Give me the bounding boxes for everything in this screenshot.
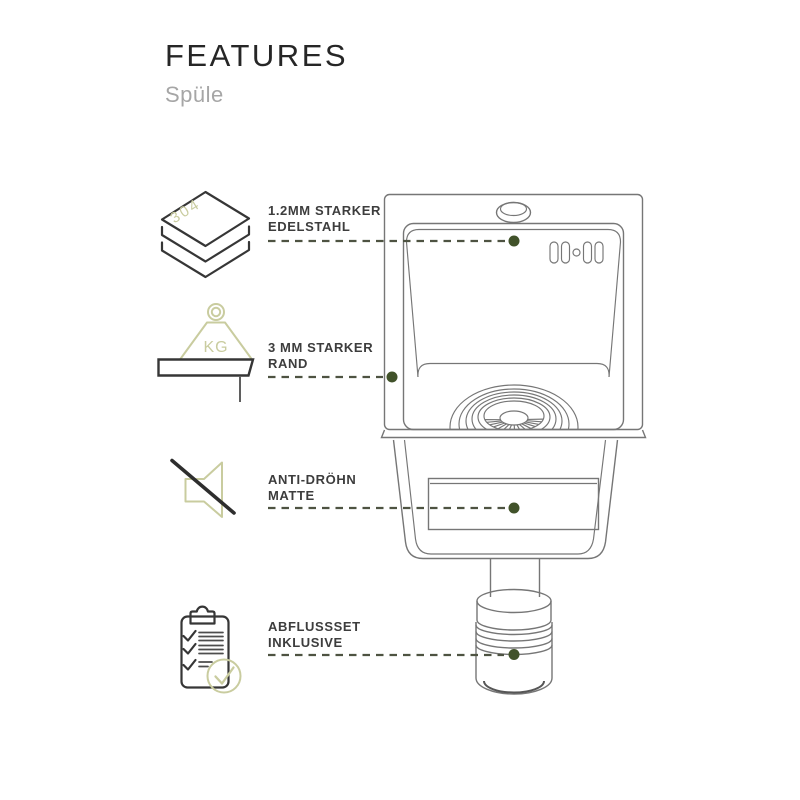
steel-grade-text: 304 (167, 195, 204, 228)
page-subtitle: Spüle (165, 82, 224, 107)
faucet-hole (497, 203, 531, 223)
weight-kg-text: KG (203, 339, 229, 356)
sink-diagram (382, 195, 646, 695)
callout-matte (268, 503, 520, 514)
steel-layers-icon (162, 192, 249, 277)
drain-strainer (450, 385, 578, 469)
feature-label-line: MATTE (268, 487, 315, 503)
callout-rand (268, 372, 398, 383)
feature-label-line: ANTI-DRÖHN (268, 472, 357, 487)
callout-dot-abfluss (509, 649, 520, 660)
feature-label-line: RAND (268, 355, 308, 371)
feature-label-line: 3 MM STARKER (268, 340, 374, 355)
feature-label-line: 1.2MM STARKER (268, 203, 382, 218)
feature-label-line: INKLUSIVE (268, 634, 343, 650)
sink-underbody (394, 440, 618, 559)
feature-label-line: ABFLUSSSET (268, 619, 361, 634)
sink-basin (404, 224, 624, 430)
callout-dot-rand (387, 372, 398, 383)
overflow-vent-marks (550, 242, 603, 263)
callout-dot-matte (509, 503, 520, 514)
sink-rim-lip (382, 430, 646, 438)
checklist-icon (182, 607, 241, 693)
callout-steel (268, 236, 520, 247)
page-title: FEATURES (165, 38, 349, 73)
no-sound-icon (172, 461, 234, 518)
feature-label-line: EDELSTAHL (268, 218, 351, 234)
counter-edge-shape (159, 360, 254, 376)
callout-dot-steel (509, 236, 520, 247)
weight-kg-icon (159, 304, 254, 402)
drain-assembly (476, 590, 552, 695)
